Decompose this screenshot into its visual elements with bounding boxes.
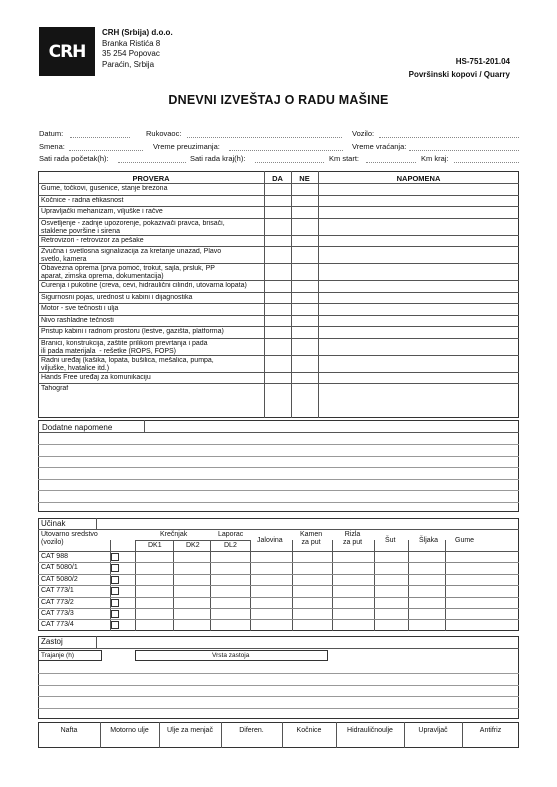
checklist-item-label: Tahograf (41, 385, 69, 392)
checklist-da-cell[interactable] (265, 207, 290, 217)
company-region: Paraćin, Srbija (102, 59, 155, 69)
checklist-da-cell[interactable] (265, 236, 290, 246)
checklist-ne-cell[interactable] (292, 356, 317, 371)
col-napomena: NAPOMENA (396, 174, 441, 183)
checklist-item-label: Branici, konstrukcija, zaštite prilikom prevrtanja i pada ili pada materijala - rešetke (ROPS, FOPS) (41, 339, 208, 355)
notes-line (38, 490, 519, 491)
fluid-label: Diferen. (239, 727, 264, 734)
zastoj-line (38, 708, 519, 709)
checklist-ne-cell[interactable] (292, 196, 317, 206)
vehicle-label: CAT 5080/1 (41, 564, 78, 572)
sati-pocetak-field[interactable] (118, 162, 186, 163)
checklist-da-cell[interactable] (265, 356, 290, 371)
checklist-napomena-cell[interactable] (319, 316, 518, 326)
col-kamen: Kamen za put (300, 531, 323, 546)
document-code-block (409, 55, 510, 81)
checklist-napomena-cell[interactable] (319, 339, 518, 354)
vehicle-label: CAT 773/3 (41, 610, 74, 617)
fluid-label: Ulje za menjač (167, 727, 213, 734)
checklist-napomena-cell[interactable] (319, 184, 518, 194)
trajanje-label: Trajanje (h) (41, 652, 74, 659)
checklist-item-label: Sigurnosni pojas, urednost u kabini i dijagnostika (41, 293, 193, 301)
checklist-ne-cell[interactable] (292, 339, 317, 354)
checklist-da-cell[interactable] (265, 281, 290, 291)
col-dk2: DK2 (186, 542, 200, 549)
col-utovarno-sredstvo: Utovarno sredstvo (vozilo) (41, 531, 98, 546)
col-sut: Šut (385, 537, 396, 544)
vehicle-checkbox[interactable] (111, 587, 119, 595)
checklist-ne-cell[interactable] (292, 247, 317, 262)
col-provera: PROVERA (132, 174, 170, 183)
checklist-ne-cell[interactable] (292, 264, 317, 279)
company-city: 35 254 Popovac (102, 49, 160, 58)
km-kraj-label: Km kraj: (421, 154, 449, 163)
ucinak-title: Učinak (41, 519, 66, 528)
checklist-da-cell[interactable] (265, 384, 290, 394)
checklist-napomena-cell[interactable] (319, 247, 518, 262)
vehicle-label: CAT 773/1 (41, 587, 74, 595)
checklist-da-cell[interactable] (265, 327, 290, 337)
checklist-napomena-cell[interactable] (319, 281, 518, 291)
smena-field[interactable] (69, 150, 143, 151)
checklist-da-cell[interactable] (265, 304, 290, 314)
fluid-input-cell[interactable] (222, 737, 281, 747)
vehicle-row-line (38, 574, 519, 575)
checklist-item-label: Curenja i pukotine (creva, cevi, hidraulični cilindri, utovarna lopata) (41, 282, 247, 289)
notes-line (38, 467, 519, 468)
col-laporac: Laporac (218, 531, 244, 538)
checklist-ne-cell[interactable] (292, 281, 317, 291)
notes-box (38, 420, 519, 512)
checklist-item-label: Motor - sve tečnosti i ulja (41, 305, 119, 312)
ucinak-subheader-line (210, 540, 250, 541)
page-title: DNEVNI IZVEŠTAJ O RADU MAŠINE (168, 93, 389, 107)
fluid-label: Upravljač (418, 727, 448, 734)
checklist-item-label: Gume, točkovi, gusenice, stanje brezona (41, 185, 168, 192)
zastoj-header-line (38, 648, 519, 649)
ucinak-header-line (38, 529, 519, 530)
checklist-item-label: Hands Free uređaj za komunikaciju (41, 373, 151, 381)
crh-logo: CRH (39, 27, 95, 76)
vrsta-zastoja-label: Vrsta zastoja (212, 652, 250, 659)
checklist-ne-cell[interactable] (292, 219, 317, 234)
vehicle-label: CAT 5080/2 (41, 575, 78, 583)
checklist-napomena-cell[interactable] (319, 219, 518, 234)
checklist-napomena-cell[interactable] (319, 236, 518, 246)
col-sljaka: Šljaka (419, 537, 439, 544)
checklist-napomena-cell[interactable] (319, 327, 518, 337)
checklist-napomena-cell[interactable] (319, 207, 518, 217)
fluid-label: Nafta (60, 727, 78, 734)
checklist-da-cell[interactable] (265, 339, 290, 354)
checklist-ne-cell[interactable] (292, 373, 317, 383)
checklist-item-label: Pristup kabini i radnom prostoru (lestve, gazišta, platforma) (41, 328, 224, 335)
checklist-item-label: Radni uređaj (kašika, lopata, bušilica, mešalica, pumpa, viljuške, hvatalice itd.) (41, 356, 214, 372)
vreme-preuzimanja-field[interactable] (229, 150, 343, 151)
vreme-preuzimanja-label: Vreme preuzimanja: (153, 142, 220, 151)
vehicle-label: CAT 773/4 (41, 621, 74, 629)
zastoj-line (38, 696, 519, 697)
fluid-input-cell[interactable] (101, 737, 158, 747)
checklist-da-cell[interactable] (265, 373, 290, 383)
smena-label: Smena: (39, 142, 65, 151)
sati-pocetak-label: Sati rada početak(h): (39, 154, 109, 163)
vehicle-checkbox[interactable] (111, 564, 119, 572)
notes-line (38, 456, 519, 457)
notes-line (38, 444, 519, 445)
vehicle-checkbox[interactable] (111, 599, 119, 607)
vehicle-checkbox[interactable] (111, 553, 119, 561)
document-code: HS-751-201.04 (455, 57, 510, 66)
notes-title: Dodatne napomene (42, 423, 113, 432)
checklist-ne-cell[interactable] (292, 207, 317, 217)
checklist-da-cell[interactable] (265, 219, 290, 234)
vehicle-row-line (38, 619, 519, 620)
vehicle-checkbox[interactable] (111, 576, 119, 584)
km-kraj-field[interactable] (454, 162, 519, 163)
datum-label: Datum: (39, 129, 64, 138)
checklist-da-cell[interactable] (265, 247, 290, 262)
fluid-input-cell[interactable] (463, 737, 518, 747)
checklist-da-cell[interactable] (265, 184, 290, 194)
checklist-ne-cell[interactable] (292, 304, 317, 314)
zastoj-line (38, 685, 519, 686)
checklist-da-cell[interactable] (265, 316, 290, 326)
checklist-napomena-cell[interactable] (319, 293, 518, 303)
document-department: Površinski kopovi / Quarry (408, 70, 510, 79)
checklist-napomena-cell[interactable] (319, 373, 518, 383)
vozilo-field[interactable] (379, 137, 519, 138)
checklist-ne-cell[interactable] (292, 236, 317, 246)
zastoj-line (38, 673, 519, 674)
checklist-item-label: Retrovizori - retrovizor za pešake (41, 236, 144, 244)
km-start-field[interactable] (366, 162, 416, 163)
checklist-ne-cell[interactable] (292, 184, 317, 194)
checklist-item-label: Nivo rashladne tečnosti (41, 316, 114, 324)
fluid-input-cell[interactable] (405, 737, 461, 747)
col-gume: Gume (455, 537, 475, 544)
col-dl2: DL2 (224, 542, 237, 549)
company-street: Branka Ristića 8 (102, 38, 161, 48)
sati-kraj-field[interactable] (255, 162, 324, 163)
vehicle-checkbox[interactable] (111, 621, 119, 629)
checklist-napomena-cell[interactable] (319, 384, 518, 394)
checklist-ne-cell[interactable] (292, 316, 317, 326)
ucinak-header-bottom-line (38, 551, 519, 552)
checklist-da-cell[interactable] (265, 196, 290, 206)
vehicle-row-line (38, 585, 519, 586)
vehicle-row-line (38, 562, 519, 563)
fluid-input-cell[interactable] (337, 737, 403, 747)
fluid-input-cell[interactable] (160, 737, 220, 747)
checklist-napomena-cell[interactable] (319, 356, 518, 371)
checklist-napomena-cell[interactable] (319, 304, 518, 314)
col-krecnjak: Krečnjak (160, 531, 188, 538)
fluid-label: Antifriz (479, 727, 502, 734)
notes-line (38, 479, 519, 480)
col-ne: NE (299, 174, 310, 183)
checklist-item-label: Obavezna oprema (prva pomoć, trokut, sajla, prsluk, PP aparat, zimska oprema, dokumentacija) (41, 265, 215, 280)
datum-field[interactable] (70, 137, 130, 138)
checklist-napomena-cell[interactable] (319, 264, 518, 279)
checklist-ne-cell[interactable] (292, 384, 317, 394)
zastoj-title: Zastoj (41, 637, 63, 646)
vreme-vracanja-label: Vreme vraćanja: (352, 142, 407, 151)
notes-title-divider (144, 420, 145, 432)
checklist-item-label: Zvučna i svetlosna signalizacija za kretanje unazad, Plavo svetlo, kamera (41, 248, 222, 263)
fluid-input-cell[interactable] (283, 737, 335, 747)
company-name: CRH (Srbija) d.o.o. (102, 28, 173, 37)
vehicle-label: CAT 988 (41, 553, 68, 560)
col-rizla: Rizla za put (343, 531, 363, 546)
vehicle-checkbox[interactable] (111, 610, 119, 618)
fluid-label: Kočnice (296, 727, 322, 734)
col-da: DA (272, 174, 283, 183)
ucinak-title-divider (96, 518, 97, 529)
checklist-ne-cell[interactable] (292, 327, 317, 337)
ucinak-subheader-line (135, 540, 210, 541)
checklist-ne-cell[interactable] (292, 293, 317, 303)
zastoj-title-divider (96, 636, 97, 648)
vozilo-label: Vozilo: (352, 129, 375, 138)
rukovaoc-label: Rukovaoc: (146, 129, 182, 138)
checklist-da-cell[interactable] (265, 264, 290, 279)
company-address (102, 28, 173, 70)
vreme-vracanja-field[interactable] (409, 150, 519, 151)
checklist-item-label: Kočnice - radna efikasnost (41, 196, 124, 204)
fluid-input-cell[interactable] (39, 737, 99, 747)
km-start-label: Km start: (329, 154, 360, 163)
vehicle-label: CAT 773/2 (41, 598, 74, 606)
checklist-item-label: Upravljački mehanizam, viljuške i račve (41, 208, 163, 215)
col-dk1: DK1 (148, 542, 162, 549)
sati-kraj-label: Sati rada kraj(h): (190, 154, 246, 163)
checklist-napomena-cell[interactable] (319, 196, 518, 206)
notes-line (38, 502, 519, 503)
vehicle-row-line (38, 597, 519, 598)
checklist-da-cell[interactable] (265, 293, 290, 303)
vehicle-row-line (38, 608, 519, 609)
checklist-item-label: Osvetljenje - zadnje upozorenje, pokazivači pravca, brisači, staklene površine i sirena (41, 219, 225, 235)
rukovaoc-field[interactable] (187, 137, 342, 138)
col-jalovina: Jalovina (257, 537, 283, 544)
fluid-label: Hidrauličnoulje (347, 727, 393, 734)
fluid-label: Motorno ulje (110, 727, 149, 734)
notes-line (38, 432, 519, 433)
